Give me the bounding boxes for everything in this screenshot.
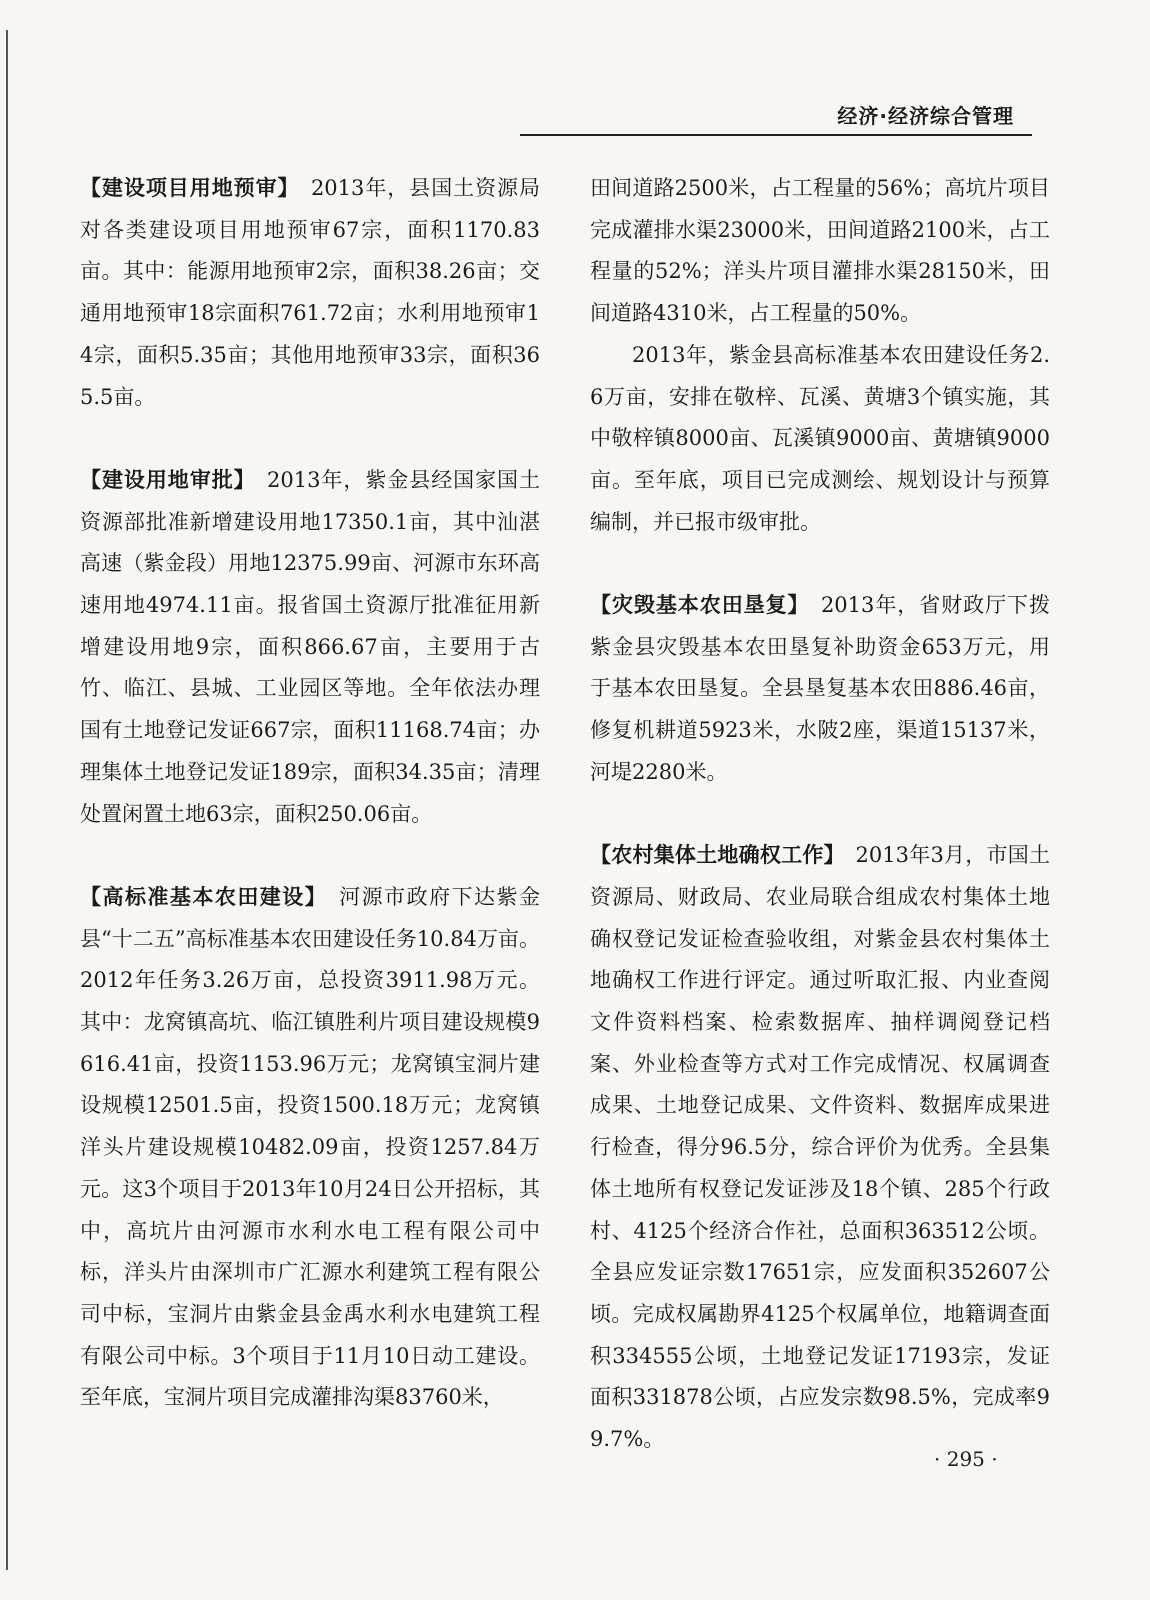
section-text: 2013年，省财政厅下拨紫金县灾毁基本农田垦复补助资金653万元，用于基本农田垦复。全县垦复基本农田886.46亩，修复机耕道5923米，水陂2座，渠道15137米，河堤2280米。: [590, 593, 1050, 784]
farmland-task-paragraph: 2013年，紫金县高标准基本农田建设任务2.6万亩，安排在敬梓、瓦溪、黄塘3个镇实施，其中敬梓镇8000亩、瓦溪镇9000亩、黄塘镇9000亩。至年底，项目已完成测绘、规划设计与预算编制，并已报市级审批。: [590, 342, 1050, 534]
section-heading: 【建设用地审批】: [80, 467, 246, 492]
left-column: [80, 168, 540, 1419]
section-construction-land-approval: [80, 460, 540, 835]
section-text: 2013年3月，市国土资源局、财政局、农业局联合组成农村集体土地确权登记发证检查验收组，对紫金县农村集体土地确权工作进行评定。通过听取汇报、内业查阅文件资料档案、检索数据库、抽样调阅登记档案、外业检查等方式对工作完成情况、权属调查成果、土地登记成果、文件资料、数据库成果进行检查，得分96.5分，综合评价为优秀。全县集体土地所有权登记发证涉及18个镇、285个行政村、4125个经济合作社，总面积363512公顷。全县应发证宗数17651宗，应发面积352607公顷。完成权属勘界4125个权属单位，地籍调查面积334555公顷，土地登记发证17193宗，发证面积331878公顷，占应发宗数98.5%，完成率99.7%。: [590, 843, 1050, 1452]
right-column: [590, 168, 1050, 1461]
header-rule: [520, 134, 1032, 136]
continued-paragraph: 田间道路2500米，占工程量的56%；高坑片项目完成灌排水渠23000米，田间道路2100米，占工程量的52%；洋头片项目灌排水渠28150米，田间道路4310米，占工程量的50%。: [590, 176, 1050, 326]
section-high-standard-farmland: [80, 877, 540, 1419]
section-heading: 【建设项目用地预审】: [80, 176, 289, 200]
section-heading: 【农村集体土地确权工作】: [590, 843, 835, 868]
header-title: 经济·经济综合管理: [837, 104, 1014, 128]
section-heading: 【灾毁基本农田垦复】: [590, 593, 799, 618]
running-header: [770, 92, 1032, 136]
section-disaster-farmland-restoration: [590, 585, 1050, 794]
section-land-pre-approval: [80, 168, 540, 418]
section-rural-land-rights: [590, 835, 1050, 1461]
scan-edge-line: [6, 30, 8, 1570]
section-heading: 【高标准基本农田建设】: [80, 884, 317, 909]
page-number: · 295 ·: [934, 1447, 998, 1471]
section-text: 2013年，紫金县经国家国土资源部批准新增建设用地17350.1亩，其中汕湛高速（紫金段）用地12375.99亩、河源市东环高速用地4974.11亩。报省国土资源厅批准征用新增建设用地9宗，面积866.67亩，主要用于古竹、临江、县城、工业园区等地。全年依法办理国有土地登记发证667宗，面积11168.74亩；办理集体土地登记发证189宗，面积34.35亩；清理处置闲置土地63宗，面积250.06亩。: [80, 467, 540, 826]
section-text: 2013年，县国土资源局对各类建设项目用地预审67宗，面积1170.83亩。其中：能源用地预审2宗，面积38.26亩；交通用地预审18宗面积761.72亩；水利用地预审14宗，面积5.35亩；其他用地预审33宗，面积365.5亩。: [80, 176, 540, 409]
section-text: 河源市政府下达紫金县“十二五”高标准基本农田建设任务10.84万亩。2012年任务3.26万亩，总投资3911.98万元。其中：龙窝镇高坑、临江镇胜利片项目建设规模9616.41亩，投资1153.96万元；龙窝镇宝洞片建设规模12501.5亩，投资1500.18万元；龙窝镇洋头片建设规模10482.09亩，投资1257.84万元。这3个项目于2013年10月24日公开招标，其中，高坑片由河源市水利水电工程有限公司中标，洋头片由深圳市广汇源水利建筑工程有限公司中标，宝洞片由紫金县金禹水利水电建筑工程有限公司中标。3个项目于11月10日动工建设。至年底，宝洞片项目完成灌排沟渠83760米，: [80, 884, 541, 1410]
